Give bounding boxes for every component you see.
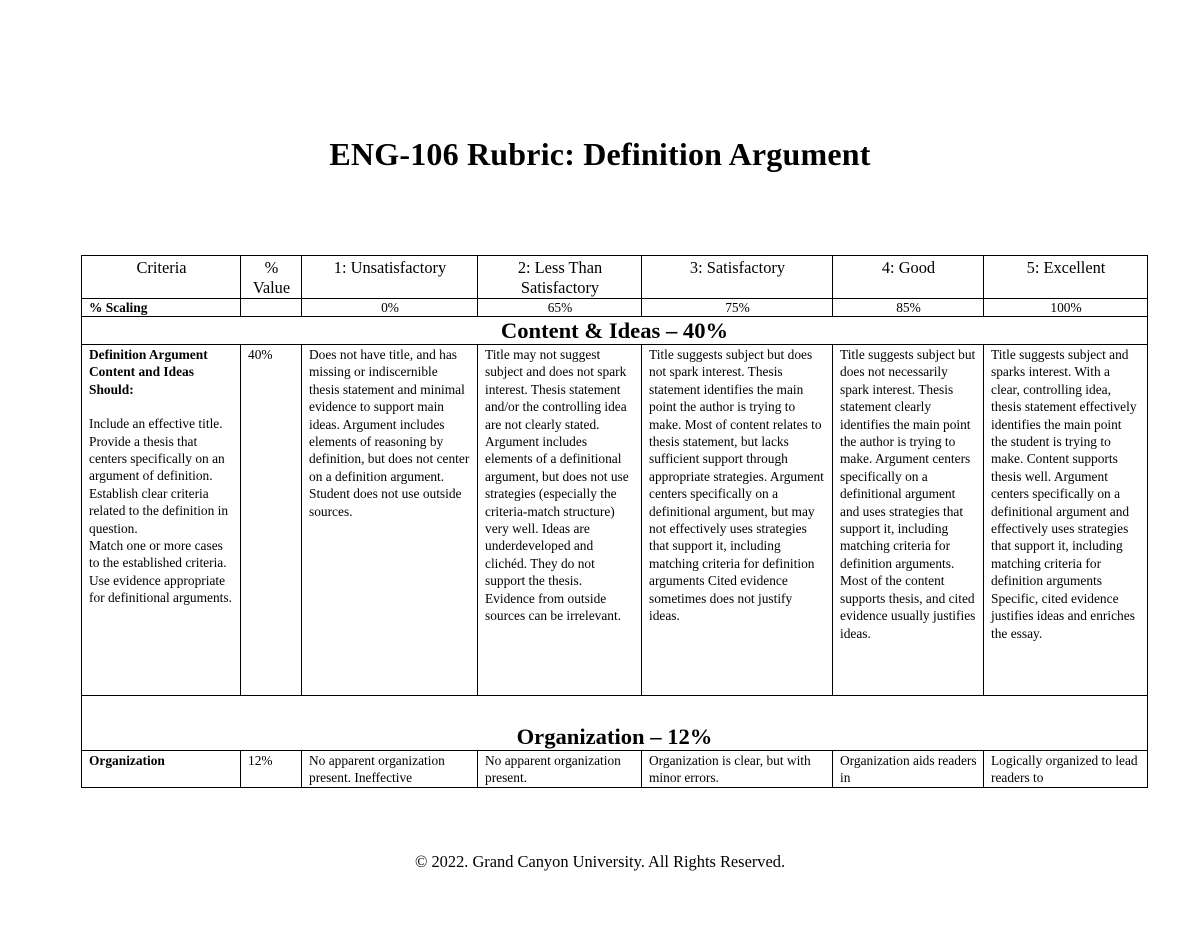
header-level-3: 3: Satisfactory [642,256,833,299]
document-title: ENG-106 Rubric: Definition Argument [329,136,871,172]
scaling-row [82,299,1148,317]
level-5-description: Title suggests subject and sparks interest. With a clear, controlling idea, thesis statement effectively identifies the main point the student is trying to make. Content supports thesis well. Argument centers specifically on a definitional argument and effectively uses strategies that support it, including matching criteria for definition arguments Specific, cited evidence justifies ideas and enriches the essay. [984,345,1148,696]
criterion-item: Match one or more cases to the established criteria. [89,538,227,571]
level-4-description: Organization aids readers in [833,751,984,788]
criterion-value: 40% [241,345,302,696]
section-title-content: Content & Ideas – 40% [82,317,1148,345]
scaling-level-3: 75% [642,299,833,317]
level-1-description: Does not have title, and has missing or indiscernible thesis statement and minimal evidence to support main ideas. Argument includes elements of reasoning by definition, but does not center on a definition argument. Student does not use outside sources. [302,345,478,696]
criterion-item: Establish clear criteria related to the definition in question. [89,485,229,536]
scaling-level-5: 100% [984,299,1148,317]
header-level-1: 1: Unsatisfactory [302,256,478,299]
level-1-description: No apparent organization present. Ineffective [302,751,478,788]
scaling-level-2: 65% [478,299,642,317]
scaling-label: % Scaling [82,299,241,317]
criterion-item: Include an effective title. [89,416,223,432]
criterion-cell [82,345,241,696]
section-title-organization: Organization – 12% [82,696,1148,751]
criterion-item: Use evidence appropriate for definitional arguments. [89,572,232,606]
level-2-description: No apparent organization present. [478,751,642,788]
level-2-description: Title may not suggest subject and does not spark interest. Thesis statement and/or the controlling idea are not clearly stated. Argument includes elements of a definitional argument, but does not use strategies (especially the criteria-match structure) very well. Ideas are underdeveloped and clichéd. They do not support the thesis. Evidence from outside sources can be irrelevant. [478,345,642,696]
level-5-description: Logically organized to lead readers to [984,751,1148,788]
header-level-5: 5: Excellent [984,256,1148,299]
header-level-2: 2: Less Than Satisfactory [478,256,642,299]
criterion-item: Provide a thesis that centers specifically on an argument of definition. [89,433,225,484]
header-value: % Value [241,256,302,299]
level-3-description: Organization is clear, but with minor errors. [642,751,833,788]
rubric-table [81,255,1148,788]
section-row-organization [82,696,1148,751]
criterion-list [89,415,234,606]
criterion-row-content [82,345,1148,696]
header-criteria: Criteria [82,256,241,299]
level-4-description: Title suggests subject but does not necessarily spark interest. Thesis statement clearly identifies the main point the author is trying to make. Argument centers specifically on a definitional argument and uses strategies that support it, including matching criteria for definition arguments. Most of the content supports thesis, and cited evidence usually justifies ideas. [833,345,984,696]
header-level-4: 4: Good [833,256,984,299]
criterion-value: 12% [241,751,302,788]
copyright-footer: © 2022. Grand Canyon University. All Rights Reserved. [414,852,786,871]
scaling-value [241,299,302,317]
criterion-title: Organization [82,751,241,788]
criterion-row-organization [82,751,1148,788]
level-3-description: Title suggests subject but does not spark interest. Thesis statement identifies the main point the author is trying to make. Most of content relates to thesis statement, but lacks sufficient support through appropriate strategies. Argument centers specifically on a definitional argument, but may not effectively uses strategies that support it, including matching criteria for definition arguments Cited evidence sometimes does not justify ideas. [642,345,833,696]
header-row [82,256,1148,299]
section-row-content [82,317,1148,345]
scaling-level-4: 85% [833,299,984,317]
scaling-level-1: 0% [302,299,478,317]
criterion-title: Definition Argument Content and Ideas Should: [89,347,208,397]
